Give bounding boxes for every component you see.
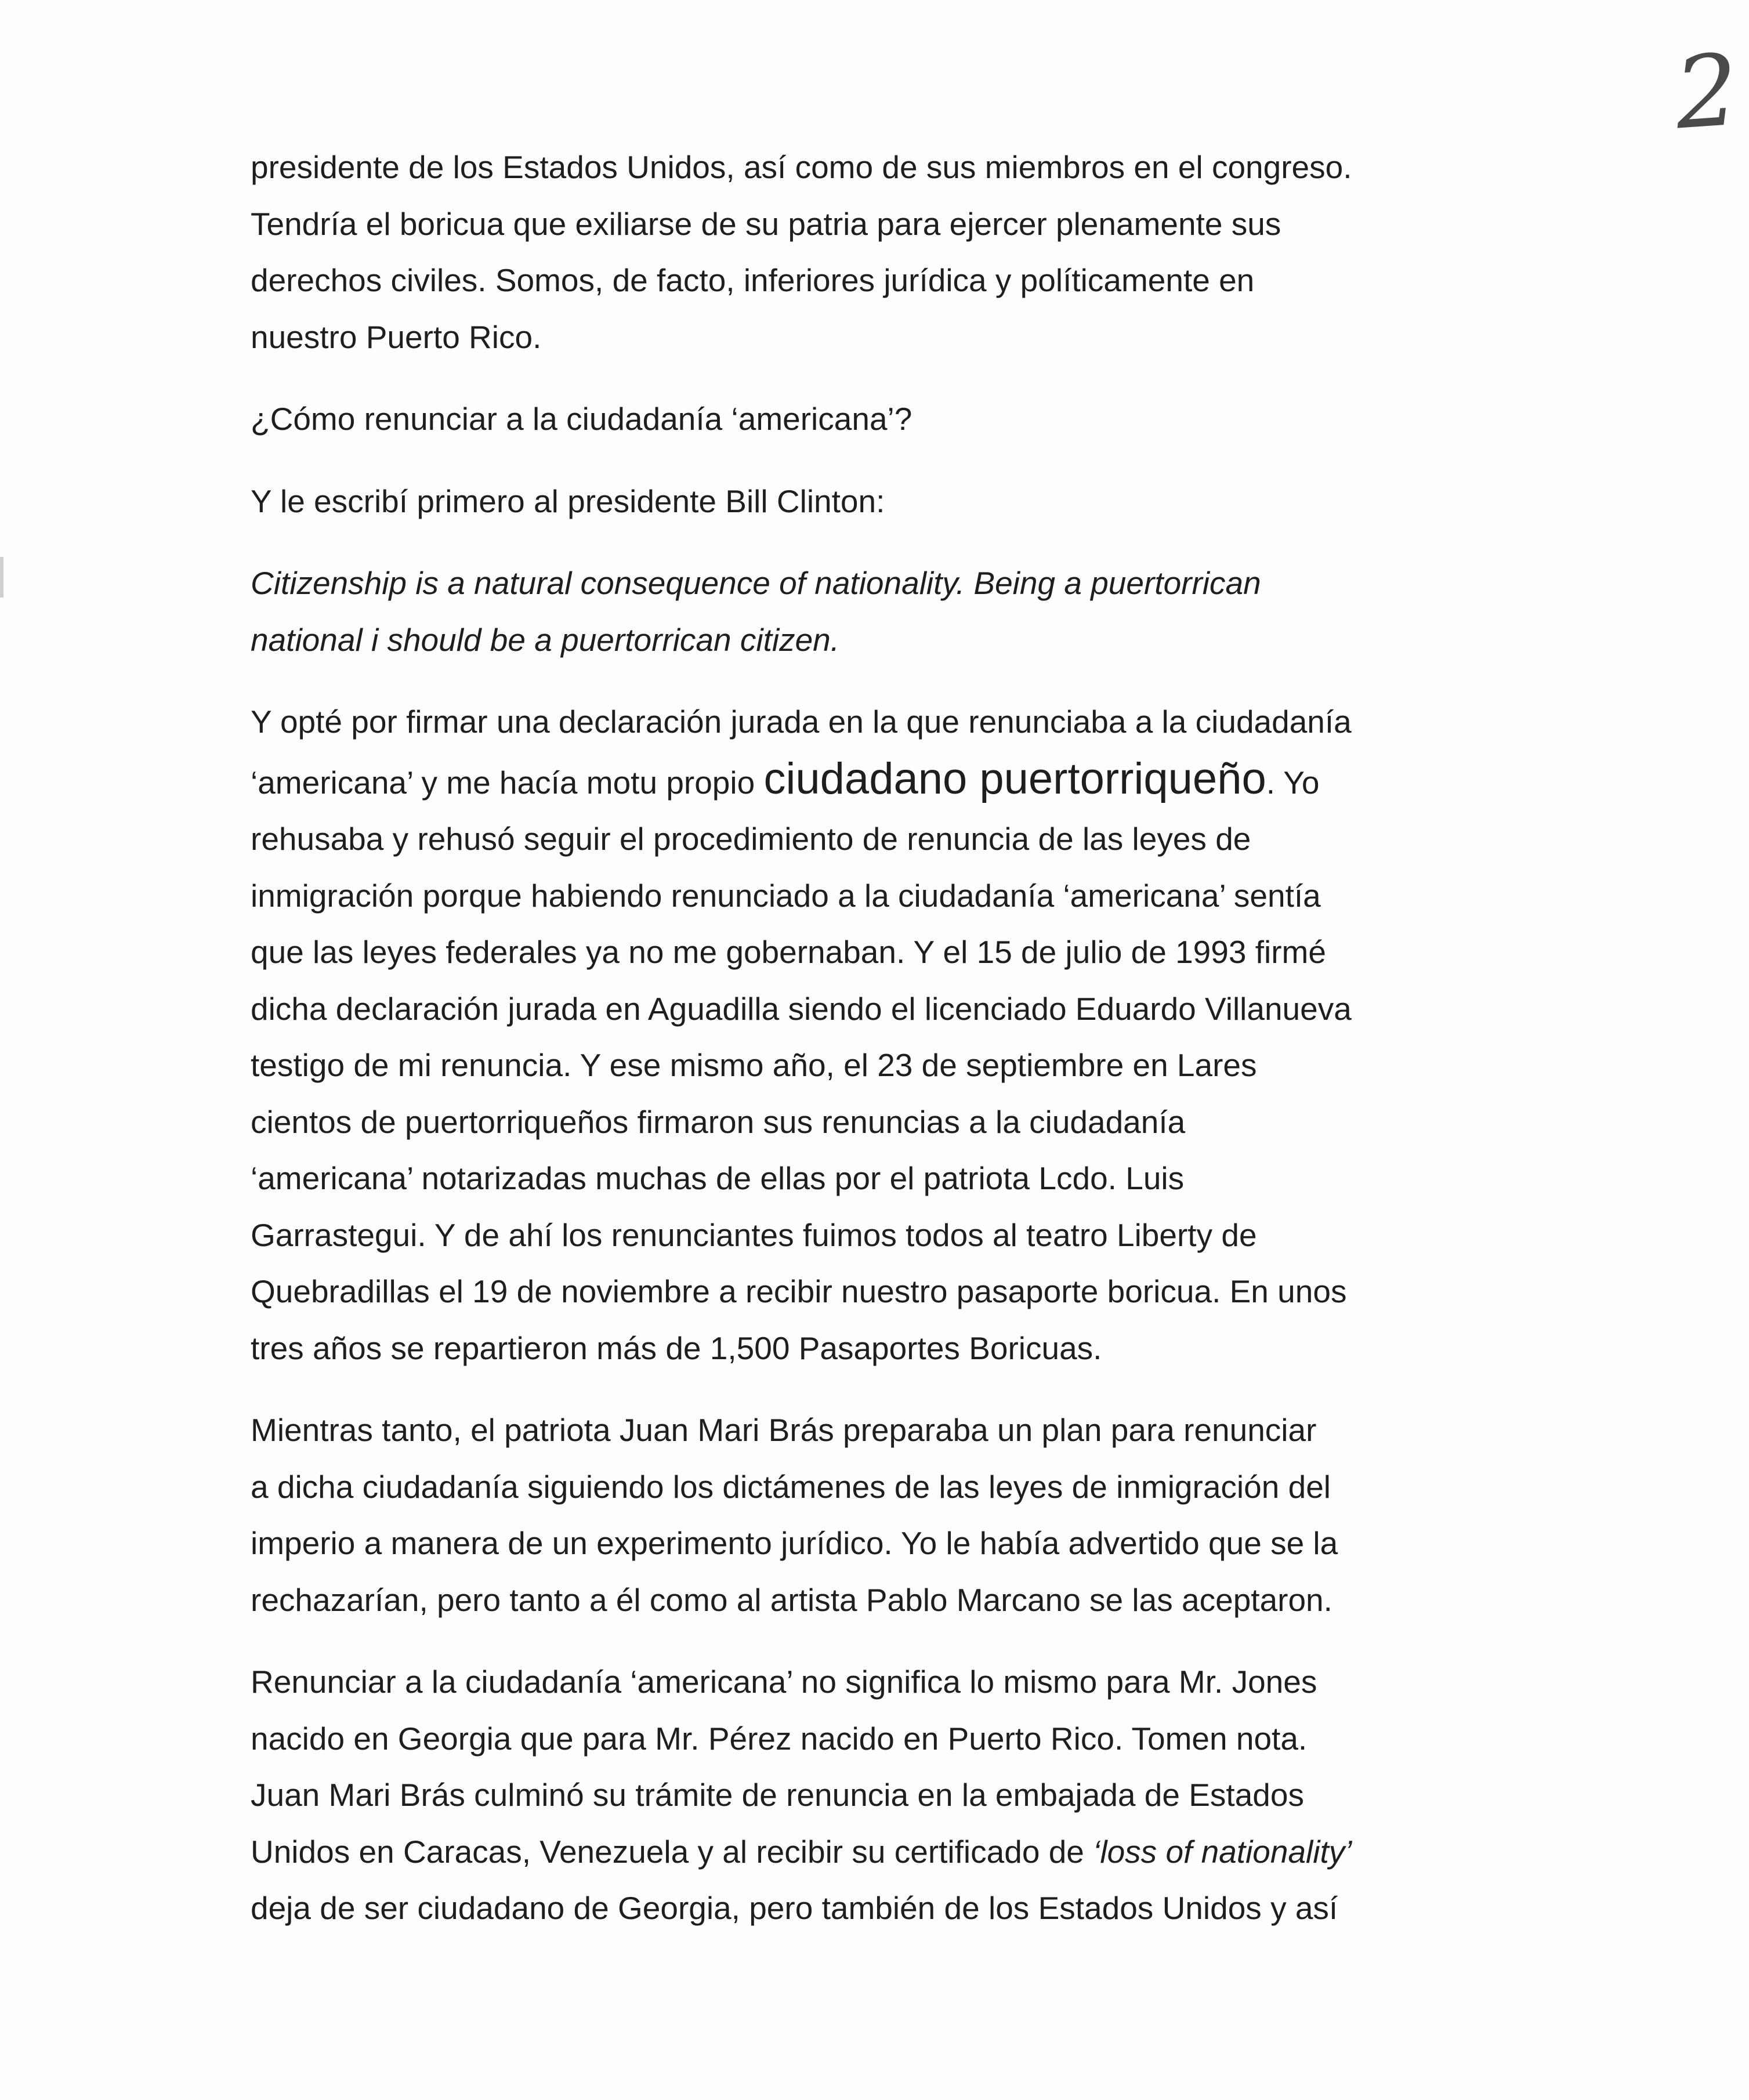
text-segment: nuestro Puerto Rico. [251, 318, 542, 355]
text-line [251, 1824, 1562, 1881]
text-line [251, 981, 1562, 1038]
emphasized-text: ciudadano puertorriqueño [763, 754, 1266, 803]
text-line [251, 1037, 1562, 1094]
text-segment: Juan Mari Brás culminó su trámite de renuncia en la embajada de Estados [251, 1777, 1304, 1813]
text-line [251, 924, 1562, 981]
text-segment: derechos civiles. Somos, de facto, inferiores jurídica y políticamente en [251, 262, 1255, 298]
italic-text: Citizenship is a natural consequence of nationality. Being a puertorrican [251, 565, 1261, 601]
text-line [251, 473, 1562, 530]
text-segment: testigo de mi renuncia. Y ese mismo año, el 23 de septiembre en Lares [251, 1047, 1257, 1083]
text-line [251, 1320, 1562, 1377]
text-segment: rehusaba y rehusó seguir el procedimiento de renuncia de las leyes de [251, 821, 1251, 857]
text-line [251, 811, 1562, 868]
text-segment: inmigración porque habiendo renunciado a la ciudadanía ‘americana’ sentía [251, 877, 1321, 914]
text-line [251, 555, 1562, 612]
text-segment: imperio a manera de un experimento jurídico. Yo le había advertido que se la [251, 1525, 1338, 1561]
text-segment: Mientras tanto, el patriota Juan Mari Brás preparaba un plan para renunciar [251, 1412, 1317, 1448]
text-line [251, 1880, 1562, 1937]
text-line [251, 1207, 1562, 1264]
text-line [251, 1767, 1562, 1824]
paragraph [251, 555, 1562, 668]
text-line [251, 694, 1562, 751]
text-line [251, 751, 1562, 812]
text-segment: que las leyes federales ya no me gobernaban. Y el 15 de julio de 1993 firmé [251, 934, 1326, 970]
text-line [251, 612, 1562, 669]
paragraph [251, 473, 1562, 530]
paragraph [251, 1654, 1562, 1937]
handwritten-page-number: 2 [1671, 32, 1742, 152]
paragraph [251, 139, 1562, 365]
text-segment: nacido en Georgia que para Mr. Pérez nacido en Puerto Rico. Tomen nota. [251, 1720, 1308, 1757]
text-segment: Y le escribí primero al presidente Bill Clinton: [251, 483, 885, 519]
text-line [251, 1150, 1562, 1207]
text-segment: deja de ser ciudadano de Georgia, pero también de los Estados Unidos y así [251, 1890, 1338, 1926]
text-line [251, 139, 1562, 196]
text-segment: Y opté por firmar una declaración jurada en la que renunciaba a la ciudadanía [251, 704, 1352, 740]
text-segment: dicha declaración jurada en Aguadilla siendo el licenciado Eduardo Villanueva [251, 990, 1352, 1027]
paragraph [251, 391, 1562, 448]
text-line [251, 1094, 1562, 1151]
text-segment: . Yo [1266, 764, 1320, 801]
text-line [251, 252, 1562, 309]
text-line [251, 309, 1562, 366]
text-segment: ‘americana’ notarizadas muchas de ellas por el patriota Lcdo. Luis [251, 1160, 1185, 1196]
text-segment: Unidos en Caracas, Venezuela y al recibir su certificado de [251, 1833, 1093, 1870]
text-segment: Renunciar a la ciudadanía ‘americana’ no significa lo mismo para Mr. Jones [251, 1664, 1317, 1700]
text-line [251, 1654, 1562, 1711]
text-segment: Quebradillas el 19 de noviembre a recibir nuestro pasaporte boricua. En unos [251, 1273, 1347, 1309]
text-segment: ¿Cómo renunciar a la ciudadanía ‘americana’? [251, 401, 912, 437]
paragraph [251, 1402, 1562, 1628]
text-segment: rechazarían, pero tanto a él como al artista Pablo Marcano se las aceptaron. [251, 1581, 1332, 1618]
text-line [251, 1459, 1562, 1516]
text-segment: tres años se repartieron más de 1,500 Pasaportes Boricuas. [251, 1330, 1102, 1366]
paragraph [251, 694, 1562, 1377]
body-text [251, 139, 1562, 1963]
text-line [251, 1572, 1562, 1629]
text-line [251, 1515, 1562, 1572]
text-segment: Garrastegui. Y de ahí los renunciantes fuimos todos al teatro Liberty de [251, 1216, 1257, 1253]
text-line [251, 1263, 1562, 1320]
text-segment: cientos de puertorriqueños firmaron sus renuncias a la ciudadanía [251, 1103, 1186, 1140]
text-line [251, 868, 1562, 925]
text-segment: ‘americana’ y me hacía motu propio [251, 764, 764, 801]
text-line [251, 391, 1562, 448]
italic-text: national i should be a puertorrican citizen. [251, 621, 840, 658]
italic-text: ‘loss of nationality’ [1093, 1833, 1352, 1870]
text-line [251, 1402, 1562, 1459]
text-segment: presidente de los Estados Unidos, así como de sus miembros en el congreso. [251, 149, 1352, 185]
text-segment: Tendría el boricua que exiliarse de su patria para ejercer plenamente sus [251, 205, 1281, 242]
text-line [251, 196, 1562, 253]
scan-margin-mark [0, 557, 3, 598]
text-line [251, 1711, 1562, 1768]
text-segment: a dicha ciudadanía siguiendo los dictámenes de las leyes de inmigración del [251, 1468, 1331, 1505]
